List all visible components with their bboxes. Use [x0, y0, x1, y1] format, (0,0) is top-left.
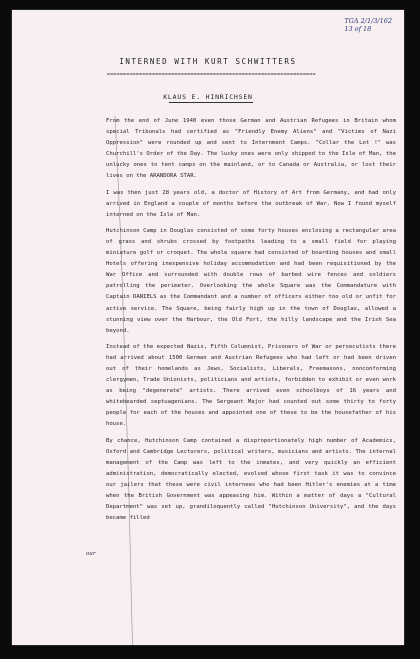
- paragraph: By chance, Hutchinson Camp contained a disproportionately high number of Academics, Oxford and Cambridge Lecturers, political writers, musicians and artists. The internal management of the Camp was left to the inmates, and very quickly an efficient administration, democratically elected, evolved whose first task it was to convince our jailers that these were civil internees who had been Hitler's enemies at a time when the British Government was appeasing him. Within a matter of days a "Cultural Department" was set up, grandiloquently called "Hutchinson University", and the days became filled: [106, 437, 396, 522]
- archive-reference: [344, 17, 392, 33]
- document-body: [106, 116, 396, 529]
- title-rule: =================================================================: [107, 72, 316, 78]
- document-title: INTERNED WITH KURT SCHWITTERS: [119, 57, 297, 66]
- paragraph: Hutchinson Camp in Douglas consisted of some forty houses enclosing a rectangular area of grass and shrubs crossed by footpaths leading to a small field for playing miniature golf or croquet. The whole square had consisted of boarding houses and small Hotels offering inexpensive holiday accommodation and had been requisitioned by the War Office and surrounded with double rows of barbed wire fences and soldiers patrolling the perimeter. Overlooking the whole Square was the Commandature with Captain DANIELS as the Commandant and a number of officers either too old or unfit for active service. The Square, being fairly high up in the town of Douglas, allowed a stunning view over the Harbour, the Old Fort, the hilly landscape and the Irish Sea beyond.: [106, 227, 396, 334]
- author-underline: [169, 102, 253, 103]
- author-name: KLAUS E. HINRICHSEN: [163, 93, 253, 101]
- handwritten-margin-note: our: [86, 551, 96, 557]
- paragraph: Instead of the expected Nazis, Fifth Columnist, Prisoners of War or persecutists there had arrived about 1500 German and Austrian Refugees who had left or had been driven out of their homelands as Jews, Socialists, Liberals, Freemasons, nonconforming clergymen, Trade Unionists, politicians and artists, forbidden to exhibit or even work as being "degenerate" artists. There arrived even schoolboys of 16 years and whitebearded septuagenians. The Sergeant Major had counted out some thirty to forty people for each of the houses and appointed one of these to be the housefather of his house.: [106, 343, 396, 428]
- paragraph: From the end of June 1940 even those German and Austrian Refugees in Britain whom special Tribunals had certified as "Friendly Enemy Aliens" and "Victims of Nazi Oppression" were rounded up and sent to Internment Camps. "Collar the Lot !" was Churchill's Order of the Day. The lucky ones were only shipped to the Isle of Man, the unlucky ones to tent camps on the mainland, or to Canada or Australia, or lost their lives on the ARANDORA STAR.: [106, 118, 396, 180]
- paragraph: I was then just 28 years old, a doctor of History of Art from Germany, and had only arrived in England a couple of months before the outbreak of War. Now I found myself interned on the Isle of Man.: [106, 189, 396, 218]
- document-page: [12, 10, 404, 645]
- archive-reference-page: 13 of 18: [344, 25, 372, 33]
- archive-reference-code: TGA 2/1/3/162: [344, 17, 392, 25]
